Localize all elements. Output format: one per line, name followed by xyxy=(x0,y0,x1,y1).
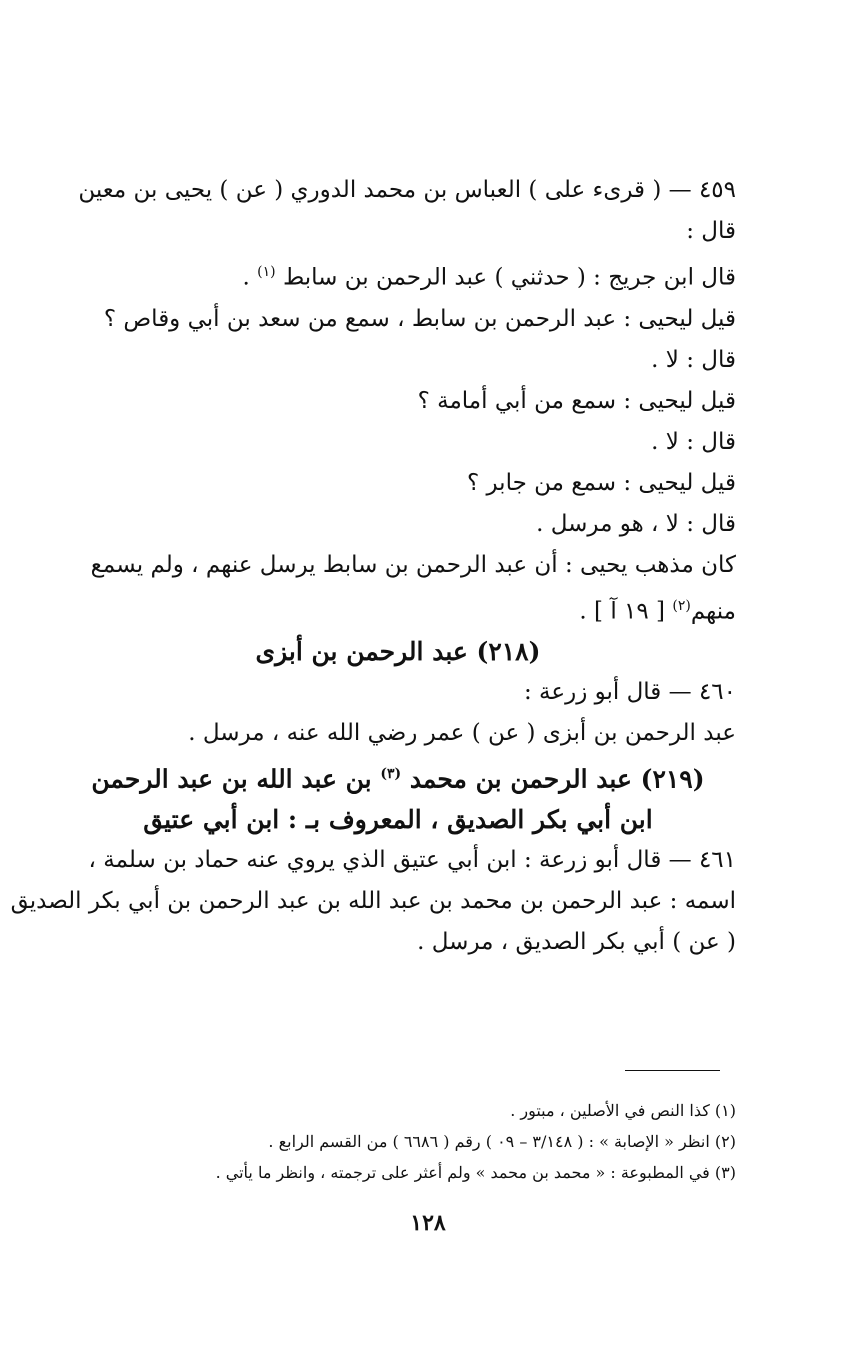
entry-459-line-9: قال : لا ، هو مرسل . xyxy=(536,510,736,537)
heading-219-line-2: ابن أبي بكر الصديق ، المعروف بـ : ابن أبي عتيق xyxy=(143,804,653,834)
heading-219-line-1-a: (٢١٩) عبد الرحمن بن محمد xyxy=(409,764,705,794)
entry-459 xyxy=(60,170,736,632)
entry-459-line-3 xyxy=(60,252,736,299)
footnote-ref-3[interactable]: (٣) xyxy=(380,766,402,783)
entry-460 xyxy=(60,672,736,754)
entry-459-line-11-text: منهم xyxy=(690,598,736,625)
entry-459-line-5: قال : لا . xyxy=(651,346,736,373)
entry-459-line-8: قيل ليحيى : سمع من جابر ؟ xyxy=(466,469,736,496)
heading-219 xyxy=(60,754,736,839)
entry-459-line-11-end: [ ١٩ آ ] . xyxy=(579,598,673,625)
footnote-ref-1[interactable]: (١) xyxy=(257,264,276,280)
footnote-ref-2[interactable]: (٢) xyxy=(672,597,691,614)
heading-218: (٢١٨) عبد الرحمن بن أبزى xyxy=(255,637,541,667)
entry-460-line-2: عبد الرحمن بن أبزى ( عن ) عمر رضي الله عنه ، مرسل . xyxy=(188,720,736,747)
entry-459-line-11 xyxy=(60,586,736,633)
footnote-2: (٢) انظر « الإصابة » : ( ٣/١٤٨ – ٠٩ ) رقم ( ٦٦٨٦ ) من القسم الرابع . xyxy=(268,1132,736,1151)
heading-219-line-1-b: بن عبد الله بن عبد الرحمن xyxy=(91,764,381,794)
entry-459-line-7: قال : لا . xyxy=(651,428,736,455)
entry-459-line-1: ٤٥٩ — ( قرىء على ) العباس بن محمد الدوري ( عن ) يحيى بن معين xyxy=(78,177,736,203)
heading-219-line-1 xyxy=(60,754,736,799)
entry-459-line-3-end: . xyxy=(242,264,258,291)
main-text xyxy=(10,170,736,963)
entry-461-line-2: اسمه : عبد الرحمن بن محمد بن عبد الله بن عبد الرحمن بن أبي بكر الصديق xyxy=(10,887,736,914)
footnote-1: (١) كذا النص في الأصلين ، مبتور . xyxy=(510,1101,736,1120)
entry-459-line-10: كان مذهب يحيى : أن عبد الرحمن بن سابط يرسل عنهم ، ولم يسمع xyxy=(90,551,736,578)
footnotes xyxy=(60,1095,736,1188)
entry-461-line-3: ( عن ) أبي بكر الصديق ، مرسل . xyxy=(417,928,736,955)
entry-461 xyxy=(10,840,736,963)
entry-459-line-6: قيل ليحيى : سمع من أبي أمامة ؟ xyxy=(417,387,736,414)
footnote-divider xyxy=(625,1070,720,1071)
entry-461-line-1: ٤٦١ — قال أبو زرعة : ابن أبي عتيق الذي يروي عنه حماد بن سلمة ، xyxy=(88,846,736,873)
footnote-3: (٣) في المطبوعة : « محمد بن محمد » ولم أعثر على ترجمته ، وانظر ما يأتي . xyxy=(215,1163,736,1182)
page-number: ١٢٨ xyxy=(410,1210,446,1236)
entry-459-line-4: قيل ليحيى : عبد الرحمن بن سابط ، سمع من سعد بن أبي وقاص ؟ xyxy=(103,305,736,332)
entry-459-line-2: قال : xyxy=(686,218,736,244)
entry-460-line-1: ٤٦٠ — قال أبو زرعة : xyxy=(523,679,736,706)
entry-459-line-3-text: قال ابن جريج : ( حدثني ) عبد الرحمن بن سابط xyxy=(282,264,736,291)
